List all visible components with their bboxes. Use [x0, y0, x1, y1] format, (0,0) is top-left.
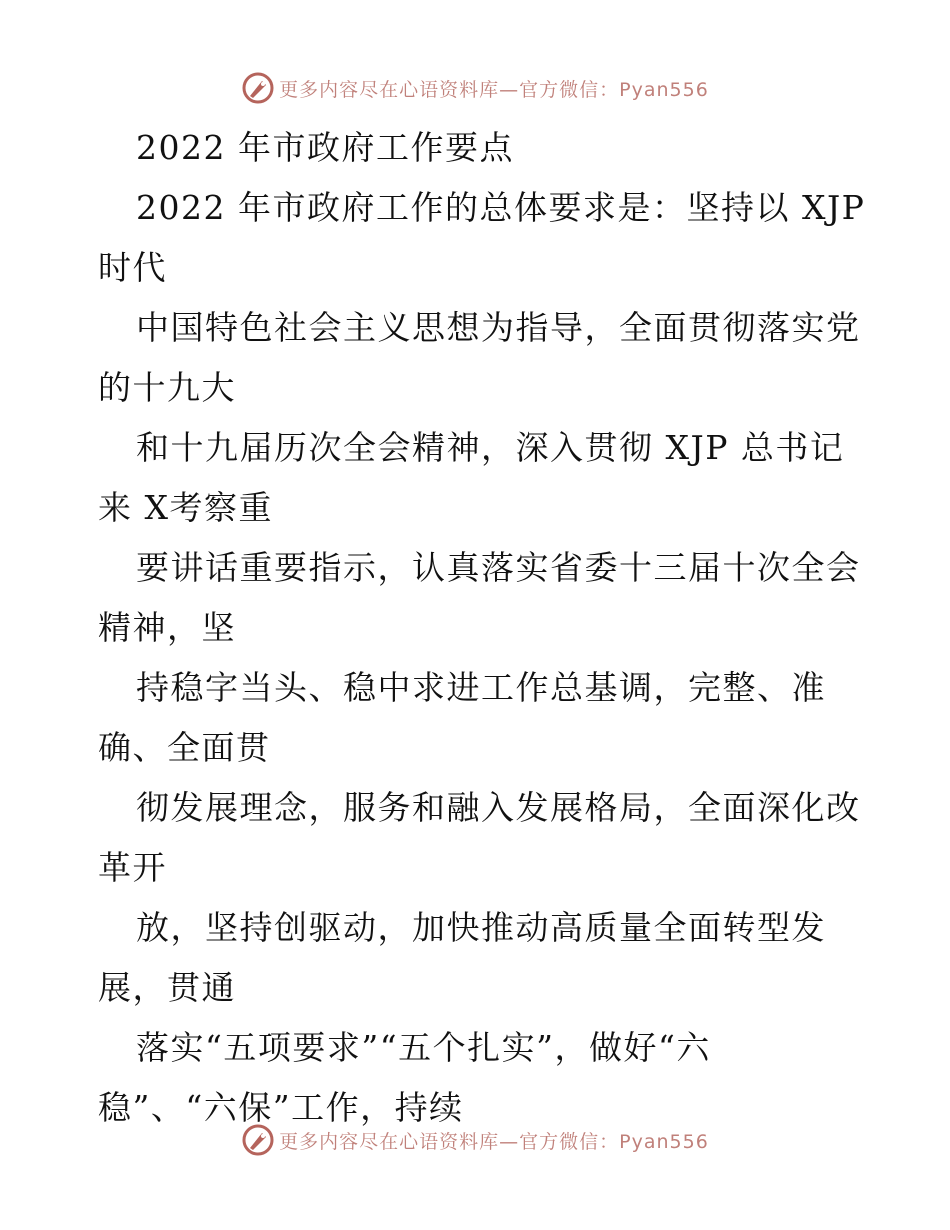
paragraph-line: 2022 年市政府工作的总体要求是：坚持以 XJP — [136, 188, 866, 227]
document-body — [98, 118, 868, 1138]
paragraph-line: 要讲话重要指示，认真落实省委十三届十次全会 — [136, 548, 861, 587]
paragraph-line: 彻发展理念，服务和融入发展格局，全面深化改 — [136, 788, 861, 827]
paragraph-line: 展，贯通 — [98, 968, 236, 1007]
paragraph-line: 精神，坚 — [98, 608, 236, 647]
paragraph-line: 放，坚持创驱动，加快推动高质量全面转型发 — [136, 908, 826, 947]
paragraph-line: 时代 — [98, 248, 167, 287]
paragraph-line: 和十九届历次全会精神，深入贯彻 XJP 总书记 — [136, 428, 845, 467]
paragraph-line: 的十九大 — [98, 368, 236, 407]
paragraph-line: 来 X考察重 — [98, 488, 273, 527]
paragraph-line: 革开 — [98, 848, 167, 887]
watermark-header — [0, 68, 950, 108]
paragraph-line: 确、全面贯 — [98, 728, 271, 767]
watermark-text: 更多内容尽在心语资料库—官方微信：Pyan556 — [279, 78, 709, 101]
watermark-text: 更多内容尽在心语资料库—官方微信：Pyan556 — [279, 1130, 709, 1153]
paragraph-line: 落实“五项要求”“五个扎实”，做好“六 — [136, 1028, 711, 1067]
paragraph-line: 稳”、“六保”工作，持续 — [98, 1088, 464, 1127]
paragraph-line: 持稳字当头、稳中求进工作总基调，完整、准 — [136, 668, 826, 707]
pen-nib-logo-icon — [241, 71, 275, 105]
document-title: 2022 年市政府工作要点 — [136, 128, 514, 167]
watermark-footer — [0, 1120, 950, 1160]
paragraph-line: 中国特色社会主义思想为指导，全面贯彻落实党 — [136, 308, 861, 347]
pen-nib-logo-icon — [241, 1123, 275, 1157]
